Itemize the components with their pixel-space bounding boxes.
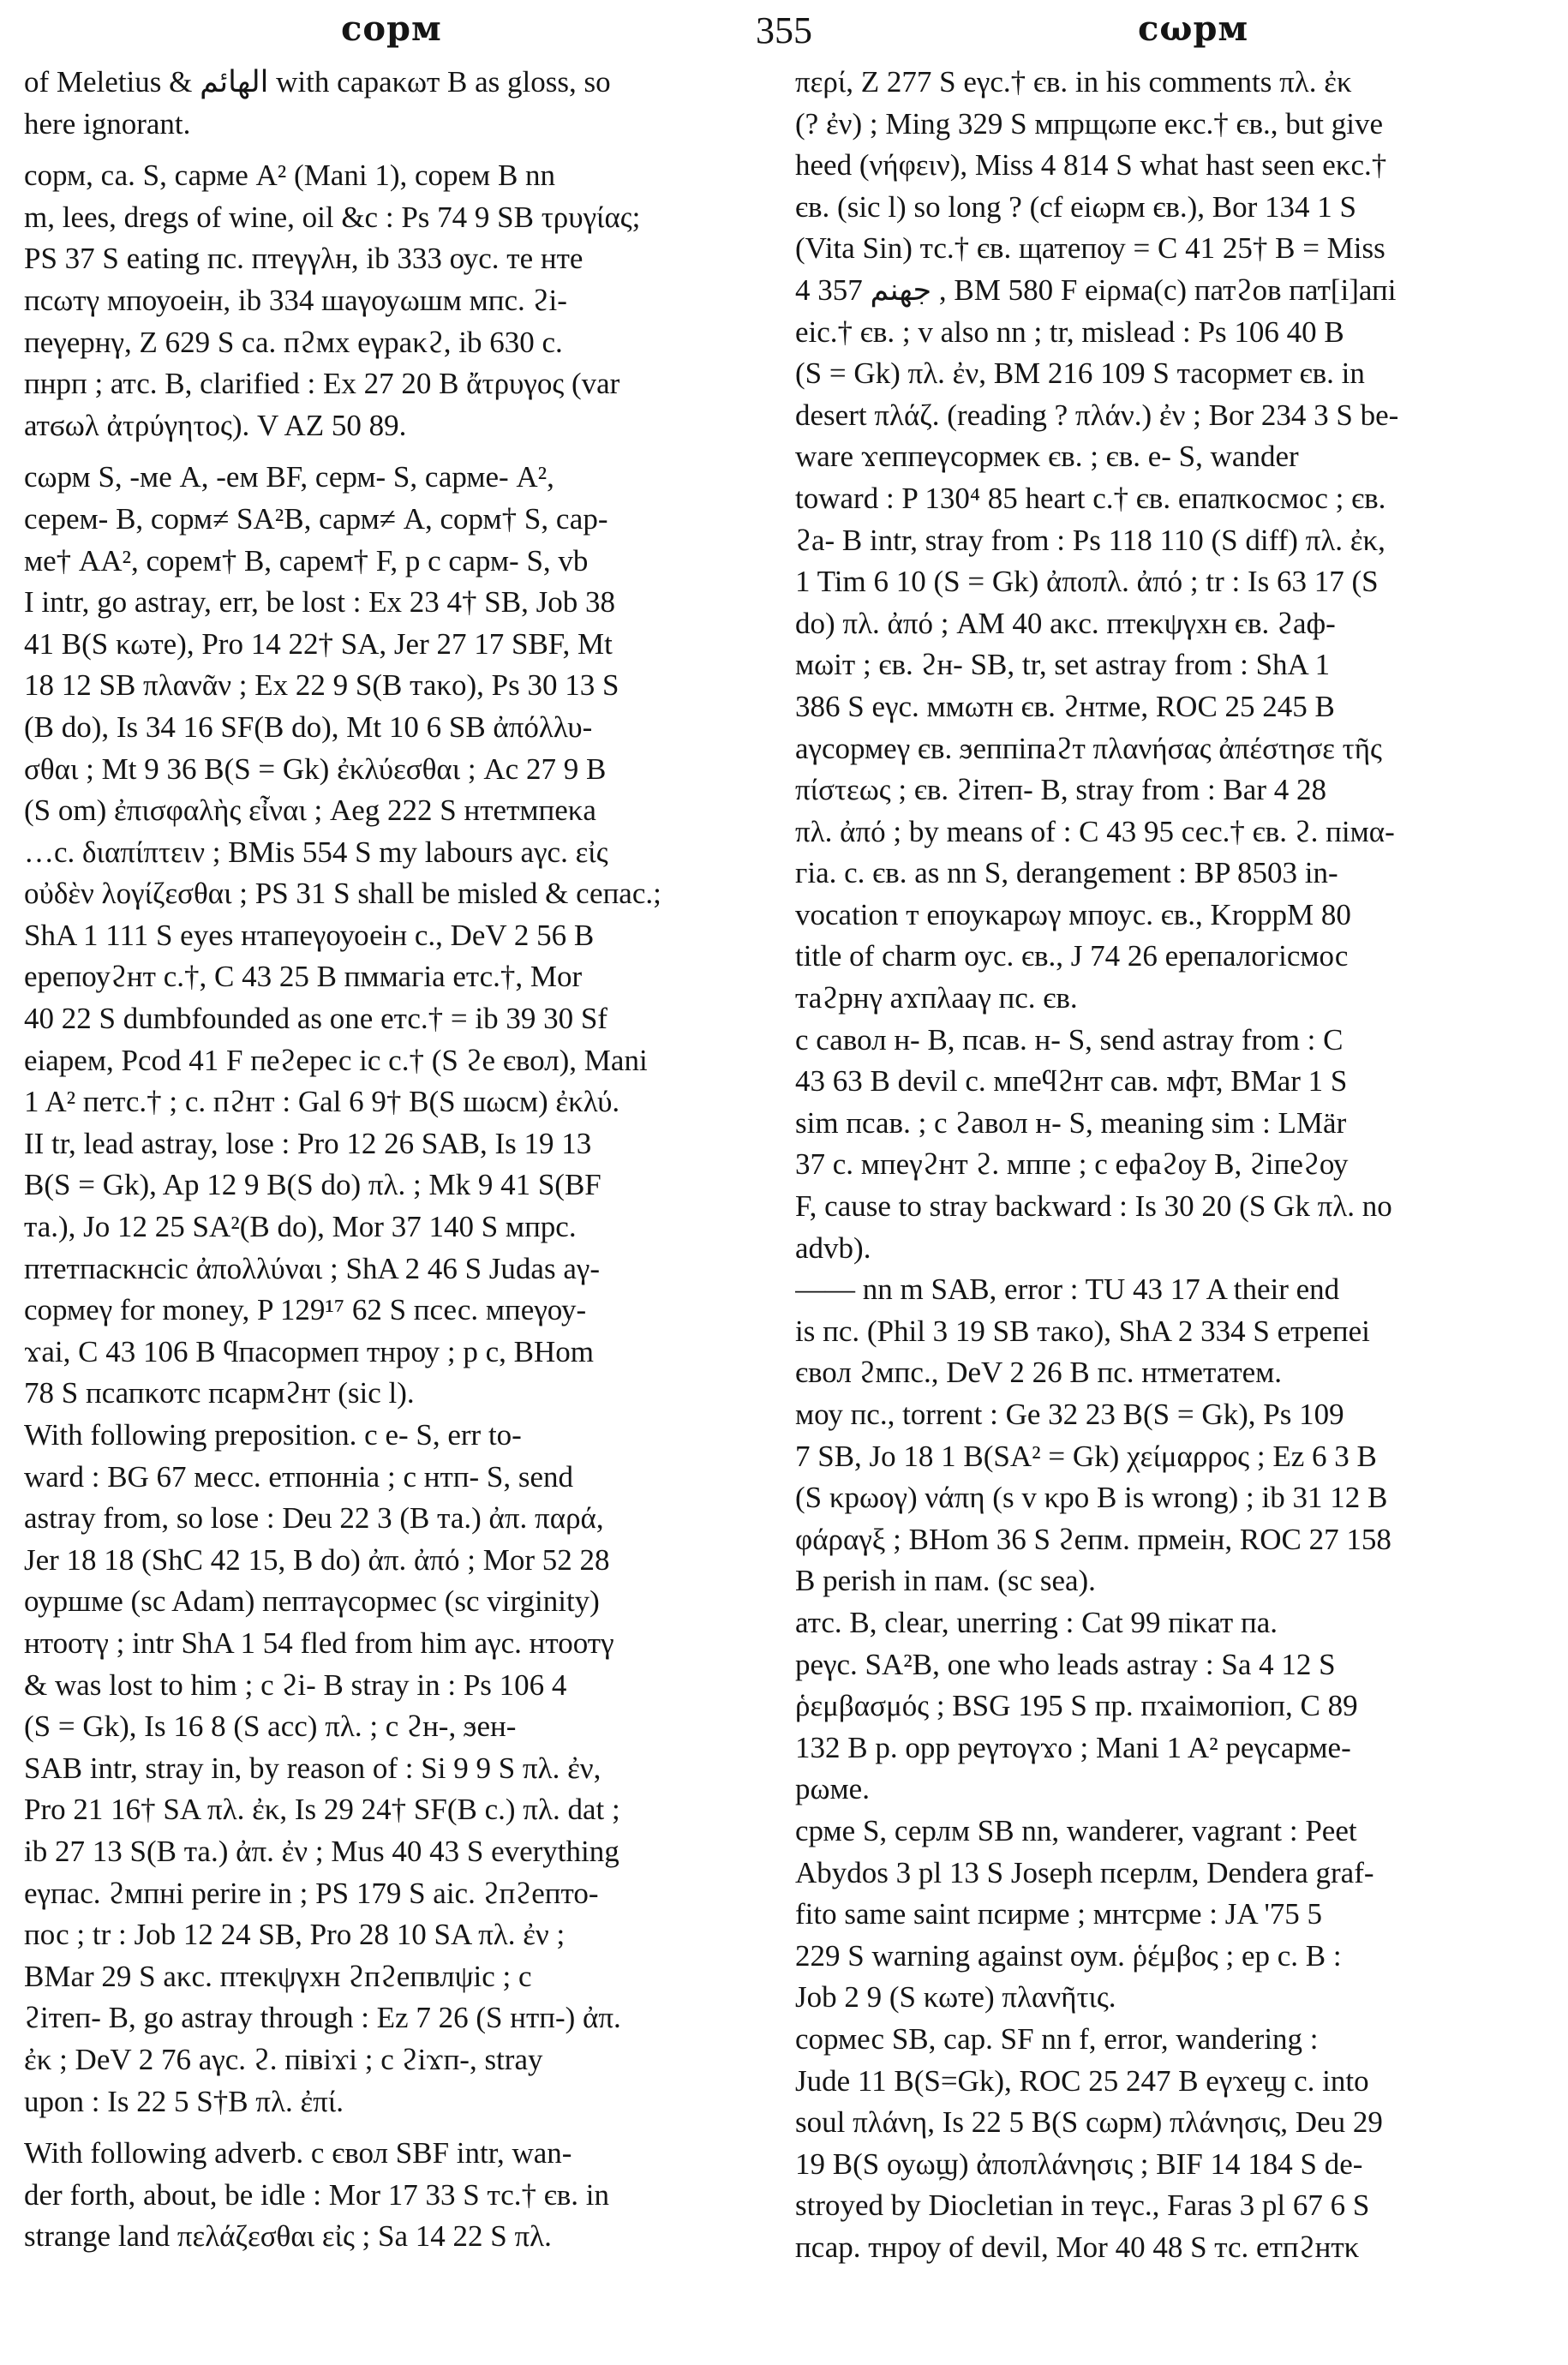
text-line: єв. (sic l) so long ? (cf еіωрм єв.), Bor 134 1 S xyxy=(795,189,1357,224)
left-column xyxy=(24,62,781,2348)
text-line: ме† AA², сорем† B, сарем† F, p c сарм- S, vb xyxy=(24,543,589,578)
text-line: псар. тнроу of devil, Mor 40 48 S тс. етпϩнтκ xyxy=(795,2230,1360,2264)
text-line: Job 2 9 (S κωте) πλανῆτις. xyxy=(795,1980,1116,2015)
text-line: ib 27 13 S(B та.) ἀπ. ἐν ; Mus 40 43 S everything xyxy=(24,1834,619,1868)
text-line: рωме. xyxy=(795,1772,870,1806)
text-line: ерепоуϩнт с.†, C 43 25 B пммагіа етс.†, Mor xyxy=(24,960,583,994)
text-line: ShA 1 111 S eyes нтапеγоуоеін с., DeV 2 56 B xyxy=(24,918,595,952)
text-line: ῥεμβασμός ; BSG 195 S пр. пϫаімопіоп, C 89 xyxy=(795,1689,1358,1723)
text-line: Abydos 3 pl 13 S Joseph псерлм, Dendera graf- xyxy=(795,1855,1374,1889)
text-line: 386 S еγс. ммωтн єв. ϩнтме, ROC 25 245 B xyxy=(795,689,1335,723)
text-line: toward : P 130⁴ 85 heart с.† єв. епаπκосмос ; єв. xyxy=(795,481,1386,515)
text-line: & was lost to him ; с ϩі- B stray in : Ps 106 4 xyxy=(24,1667,567,1702)
text-line: с савол н- B, псав. н- S, send astray from : C xyxy=(795,1022,1344,1057)
text-line: vocation т епоуκарωγ мпоус. єв., KroppM 80 xyxy=(795,897,1351,931)
text-line: сωрм S, -ме A, -ем BF, серм- S, сарме- A², xyxy=(24,460,554,494)
text-line: ἐκ ; DeV 2 76 аγс. ϩ. півіϫі ; с ϩіϫп-, stray xyxy=(24,2042,543,2076)
text-line: desert πλάζ. (reading ? πλάν.) ἐν ; Bor 234 3 S be- xyxy=(795,398,1399,432)
text-line: еіарем, Pcod 41 F пеϩерес іс с.† (S ϩе євол), Mani xyxy=(24,1043,648,1077)
text-line: 132 B р. opp реγтоγϫо ; Mani 1 A² реγсарме- xyxy=(795,1730,1351,1764)
text-line: strange land πελάζεσθαι εἰς ; Sa 14 22 S πλ. xyxy=(24,2219,552,2254)
text-line: пеγернγ, Z 629 S са. пϩмх еγраκϩ, ib 630 с. xyxy=(24,325,563,359)
text-line: сорм, са. S, сарме A² (Mani 1), сорем B nn xyxy=(24,159,556,193)
text-line: of Meletius & ‌الهائم with сараκωт B as gloss, so xyxy=(24,65,611,99)
text-line: (S = Gk), Is 16 8 (S acc) πλ. ; с ϩн-, ϧен- xyxy=(24,1709,517,1744)
text-line: I intr, go astray, err, be lost : Ex 23 4† SB, Job 38 xyxy=(24,585,615,620)
text-line: гіа. с. єв. as nn S, derangement : BP 8503 in- xyxy=(795,856,1338,890)
text-line: 7 SB, Jo 18 1 B(SA² = Gk) χείμαρρος ; Ez 6 3 B xyxy=(795,1439,1377,1473)
text-line: нтоотγ ; intr ShA 1 54 fled from him аγс. нтоотγ xyxy=(24,1626,614,1660)
text-line: With following adverb. с євол SBF intr, wan- xyxy=(24,2136,572,2170)
text-line: 18 12 SB πλανᾶν ; Ex 22 9 S(B таκо), Ps 30 13 S xyxy=(24,668,619,703)
text-line: 229 S warning against оум. ῥέμβος ; ер с. B : xyxy=(795,1938,1342,1973)
text-line: 1 Tim 6 10 (S = Gk) ἀποπλ. ἀπό ; tr : Is 63 17 (S xyxy=(795,565,1379,599)
text-line: der forth, about, be idle : Mor 17 33 S тс.† єв. in xyxy=(24,2177,609,2212)
text-line: is пс. (Phil 3 19 SB таκо), ShA 2 334 S етрепеі xyxy=(795,1314,1370,1348)
text-line: stroyed by Diocletian in теγс., Faras 3 pl 67 6 S xyxy=(795,2188,1370,2223)
text-line: пнрп ; атс. B, clarified : Ex 27 20 B ἄτρυγος (var xyxy=(24,367,620,401)
text-line: BMar 29 S аκс. птеκψγхн ϩпϩепвлψіс ; с xyxy=(24,1959,532,1993)
text-line: 4 357 جهنم , BM 580 F еіρма(с) патϩοв пат[і]апі xyxy=(795,272,1397,307)
headword-right: сωрм xyxy=(1138,9,1249,49)
text-line: advb). xyxy=(795,1230,871,1265)
text-line: Jer 18 18 (ShC 42 15, B do) ἀπ. ἀπό ; Mor 52 28 xyxy=(24,1542,610,1577)
text-line: …с. διαπίπτειν ; BMis 554 S my labours аγс. εἰς xyxy=(24,835,608,869)
text-line: soul πλάνη, Is 22 5 B(S сωрм) πλάνησις, Deu 29 xyxy=(795,2105,1383,2140)
text-line: heed (νήφειν), Miss 4 814 S what hast seen еκс.† xyxy=(795,148,1387,183)
text-line: πίστεως ; єв. ϩітеп- B, stray from : Bar 4 28 xyxy=(795,773,1326,807)
text-line: 43 63 B devil с. мпеϥϩнт сав. мфт, BMar 1 S xyxy=(795,1064,1348,1099)
page-header xyxy=(24,5,1544,62)
text-line: —— nn m SAB, error : TU 43 17 A their end xyxy=(795,1272,1340,1307)
text-line: B(S = Gk), Ap 12 9 B(S do) πλ. ; Mk 9 41 S(BF xyxy=(24,1168,601,1202)
text-line: (Vita Sin) тс.† єв. щатепоу = C 41 25† B = Miss xyxy=(795,231,1385,266)
text-line: та.), Jo 12 25 SA²(B do), Mor 37 140 S мпрс. xyxy=(24,1210,577,1244)
text-line: (S = Gk) πλ. ἐν, BM 216 109 S тасормет єв. in xyxy=(795,356,1365,391)
text-line: do) πλ. ἀπό ; AM 40 аκс. птеκψγхн єв. ϩаф- xyxy=(795,606,1336,640)
text-line: пос ; tr : Job 12 24 SB, Pro 28 10 SA πλ. ἐν ; xyxy=(24,1918,566,1952)
text-line: Pro 21 16† SA πλ. ἐκ, Is 29 24† SF(B с.) πλ. dat ; xyxy=(24,1793,620,1827)
text-line: (? ἐν) ; Ming 329 S мпрщωпе еκс.† єв., but give xyxy=(795,106,1384,141)
text-line: оуршме (sc Adam) пептаγсормес (sc virginity) xyxy=(24,1584,600,1619)
text-line: upon : Is 22 5 S†B πλ. ἐπί. xyxy=(24,2084,344,2118)
text-line: sim псав. ; с ϩавол н- S, meaning sim : LMär xyxy=(795,1105,1347,1140)
text-line: моу пс., torrent : Ge 32 23 B(S = Gk), Ps 109 xyxy=(795,1398,1344,1431)
text-line: птетпасκнсіс ἀπολλύναι ; ShA 2 46 S Judas аγ- xyxy=(24,1251,600,1285)
text-line: 40 22 S dumbfounded as one етс.† = ib 39 30 Sf xyxy=(24,1002,607,1036)
text-line: 1 A² петс.† ; с. пϩнт : Gal 6 9† B(S шωсм) ἐκλύ. xyxy=(24,1085,620,1119)
text-line: серем- B, сорм≠ SA²B, сарм≠ A, сорм† S, сар- xyxy=(24,501,608,536)
text-line: (S om) ἐπισφαλὴς εἶναι ; Aeg 222 S нтетмпеκа xyxy=(24,793,596,828)
text-line: 37 с. мпеγϩнт ϩ. мппе ; с ефаϩоу B, ϩіпеϩоу xyxy=(795,1147,1349,1182)
text-line: m, lees, dregs of wine, oil &c : Ps 74 9 SB τρυγίας; xyxy=(24,200,641,234)
text-line: here ignorant. xyxy=(24,106,191,141)
text-line: II tr, lead astray, lose : Pro 12 26 SAB, Is 19 13 xyxy=(24,1126,592,1160)
text-line: fito same saint псирме ; мнтсрме : JA '75 5 xyxy=(795,1897,1323,1931)
page-number: 355 xyxy=(756,9,812,51)
text-line: ϩітеп- B, go astray through : Ez 7 26 (S нтп-) ἀπ. xyxy=(24,2001,621,2035)
text-line: сормес SB, сар. SF nn f, error, wandering : xyxy=(795,2021,1319,2056)
text-line: With following preposition. с е- S, err to- xyxy=(24,1418,522,1452)
text-line: аγсормеγ єв. ϧеппіпаϩт πλανήσας ἀπέστησε τῆς xyxy=(795,731,1382,765)
text-line: 41 B(S κωте), Pro 14 22† SA, Jer 27 17 SBF, Mt xyxy=(24,626,613,661)
text-line: SAB intr, stray in, by reason of : Si 9 9 S πλ. ἐν, xyxy=(24,1751,601,1785)
text-line: ϩа- B intr, stray from : Ps 118 110 (S diff) πλ. ἐκ, xyxy=(795,523,1385,557)
text-line: 78 S псапκотс псармϩнт (sic l). xyxy=(24,1376,415,1410)
headword-left: сорм xyxy=(341,9,442,49)
text-line: таϩрнγ аϫпλааγ пс. єв. xyxy=(795,981,1078,1015)
text-line: псωтγ мпоуоеін, ib 334 шаγоуωшм мпс. ϩі- xyxy=(24,283,567,317)
text-line: сормеγ for money, P 129¹⁷ 62 S псес. мпеγоу- xyxy=(24,1293,587,1327)
right-column xyxy=(795,62,1534,2348)
text-line: PS 37 S eating пс. птеγγλн, ib 333 оус. те нте xyxy=(24,242,584,276)
text-line: реγс. SA²B, one who leads astray : Sa 4 12 S xyxy=(795,1647,1336,1681)
text-line: σθαι ; Mt 9 36 B(S = Gk) ἐκλύεσθαι ; Ac 27 9 B xyxy=(24,751,607,786)
text-line: атс. B, clear, unerring : Cat 99 піκат па. xyxy=(795,1605,1278,1639)
text-line: (B do), Is 34 16 SF(B do), Mt 10 6 SB ἀπόλλυ- xyxy=(24,710,593,744)
text-line: еγпас. ϩмпні perire in ; PS 179 S аіс. ϩпϩепто- xyxy=(24,1876,599,1910)
text-line: срме S, серлм SB nn, wanderer, vagrant : Peet xyxy=(795,1813,1357,1847)
text-line: євол ϩмпс., DeV 2 26 B пс. нтметатем. xyxy=(795,1356,1283,1390)
text-line: B perish in пам. (sc sea). xyxy=(795,1564,1096,1598)
text-line: (S κрωоγ) νάπη (s v κро B is wrong) ; ib 31 12 B xyxy=(795,1481,1388,1515)
text-line: 19 B(S оуωϣ) ἀποπλάνησις ; BIF 14 184 S de- xyxy=(795,2146,1363,2181)
text-line: F, cause to stray backward : Is 30 20 (S Gk πλ. no xyxy=(795,1189,1392,1224)
text-line: ward : BG 67 месс. етпонніа ; с нтп- S, send xyxy=(24,1459,574,1494)
text-line: φάραγξ ; BHom 36 S ϩепм. прмеін, ROC 27 158 xyxy=(795,1522,1391,1556)
text-line: πλ. ἀπό ; by means of : C 43 95 сес.† єв. ϩ. пімα- xyxy=(795,814,1395,848)
text-line: περί, Z 277 S еγс.† єв. in his comments πλ. ἐκ xyxy=(795,65,1352,99)
text-line: атϭωλ ἀτρύγητος). V AZ 50 89. xyxy=(24,408,407,442)
text-line: Jude 11 B(S=Gk), ROC 25 247 B еγϫеϣ с. into xyxy=(795,2063,1369,2098)
text-line: еіс.† єв. ; v also nn ; tr, mislead : Ps 106 40 B xyxy=(795,314,1344,349)
text-line: astray from, so lose : Deu 22 3 (B та.) ἀπ. παρά, xyxy=(24,1501,604,1536)
text-line: title of charm оус. єв., J 74 26 ерепалогісмос xyxy=(795,939,1349,973)
text-line: мωіт ; єв. ϩн- SB, tr, set astray from : ShA 1 xyxy=(795,648,1331,682)
text-line: ϫаі, C 43 106 B ϥпасормеп тнроу ; p c, BHom xyxy=(24,1334,594,1368)
text-line: ware ϫеппеγсормеκ єв. ; єв. е- S, wander xyxy=(795,440,1299,474)
text-line: οὐδὲν λογίζεσθαι ; PS 31 S shall be misled & сепас.; xyxy=(24,877,661,911)
